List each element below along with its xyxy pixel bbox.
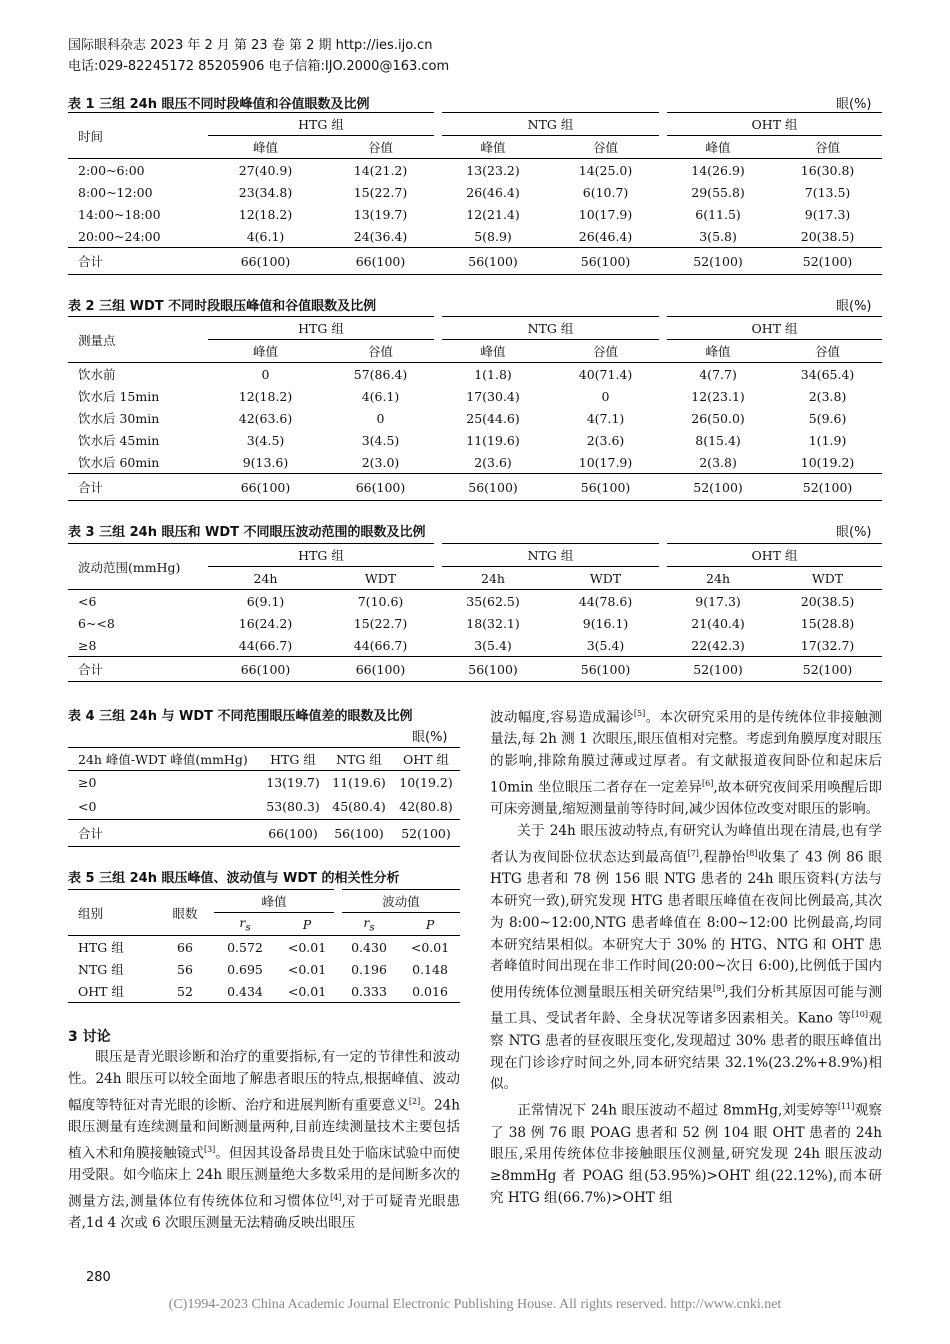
table-cell: 25(44.6) [466,410,520,426]
table-cell: OHT 组 [78,984,124,999]
paragraph [490,1096,882,1210]
table-cell: 9(16.1) [582,615,629,631]
table-cell: 66(100) [355,253,406,269]
table-cell: 0 [261,366,270,382]
table-cell: 10(17.9) [578,454,633,470]
table-cell: 4(6.1) [361,388,400,404]
table-cell: 2:00~6:00 [78,162,145,178]
table-cell: 9(17.3) [695,593,741,609]
table-cell: 6(10.7) [582,184,629,200]
citation[interactable]: [10] [851,1010,869,1020]
citation[interactable]: [11] [837,1102,855,1112]
table-row [68,793,460,820]
table1-col0-header: 时间 [68,113,208,159]
table-cell: 13(19.7) [266,774,320,790]
table-cell: 52(100) [401,825,451,841]
table-row [68,590,882,613]
table5-group-header: 峰值 [214,890,338,913]
citation[interactable]: [2] [408,1096,421,1106]
table4 [68,747,460,847]
table3-group-header: OHT 组 [663,544,882,567]
table-cell: 20(38.5) [800,228,855,244]
table1-group-header: OHT 组 [663,113,882,136]
table-cell: 14(21.2) [353,162,408,178]
table-cell: 合计 [78,826,104,841]
table-cell: 13(19.7) [353,206,408,222]
table-row [68,771,460,794]
table-row [68,181,882,203]
r-subscript: s [245,921,251,934]
table4-header: HTG 组 [270,752,316,767]
table-cell: 57(86.4) [353,366,408,382]
table-cell: 14(26.9) [691,162,745,178]
table1-group-header: HTG 组 [208,113,438,136]
table-cell: 合计 [78,254,104,269]
table-cell: 5(8.9) [474,228,512,244]
table-cell: 52(100) [802,479,853,495]
table-row [68,363,882,386]
table2-group-header: HTG 组 [208,317,438,340]
citation[interactable]: [4] [330,1192,342,1202]
table-cell: 26(46.4) [466,184,520,200]
table-cell: 3(4.5) [246,432,285,448]
table-cell: 8(15.4) [695,432,741,448]
table-cell: 0.148 [412,961,448,977]
text-run: ,故本研究夜间采用唤醒后即可床旁测量,缩短测量前等待时间,减少因体位改变对眼压的影响。 [490,779,882,818]
table2-group-header: OHT 组 [663,317,882,340]
table-cell: 15(22.7) [353,615,408,631]
table-cell: 26(46.4) [578,228,633,244]
table-cell: 3(5.4) [586,637,625,653]
table-cell: 52(100) [802,661,853,677]
table-cell: 13(23.2) [466,162,520,178]
copyright-footer: (C)1994-2023 China Academic Journal Electronic Publishing House. All rights reserved. http://www.cnki.net [168,1297,782,1312]
table3 [68,543,882,682]
table-cell: 11(19.6) [466,432,520,448]
table-cell: 1(1.8) [474,366,512,382]
table1-subheader: 谷值 [368,140,394,155]
table-cell: 66(100) [240,661,291,677]
table5-caption: 表 5 三组 24h 眼压峰值、波动值与 WDT 的相关性分析 [68,871,400,886]
table-cell: 27(40.9) [238,162,293,178]
table-row [68,159,882,182]
citation[interactable]: [8] [746,848,758,858]
table-cell: 1(1.9) [808,432,847,448]
text-run: ,对于可疑青光眼患者,1d 4 次或 6 次眼压测量无法精确反映出眼压 [68,1193,460,1232]
table-cell: 52(100) [693,253,743,269]
journal-header-line2: 电话:029-82245172 85205906 电子信箱:IJO.2000@163.com [68,59,450,74]
table1-subheader: 谷值 [593,140,619,155]
table-cell: 16(24.2) [238,615,293,631]
text-run: 关于 24h 眼压波动特点,有研究认为峰值出现在清晨,也有学者认为夜间卧位状态达到最高值 [490,823,882,866]
table-cell: 6~<8 [78,615,115,631]
table1 [68,112,882,275]
table-row [68,203,882,225]
table-cell: 饮水后 60min [78,455,160,470]
table3-subheader: 24h [481,570,505,586]
table-cell: 42(63.6) [238,410,293,426]
table3-subheader: WDT [811,570,844,586]
table-cell: <0.01 [287,983,327,999]
table-row [68,612,882,634]
table2-subheader: 谷值 [368,344,394,359]
table-cell: 0 [601,388,610,404]
citation[interactable]: [7] [687,848,699,858]
table2-subheader: 谷值 [815,344,841,359]
table3-subheader: WDT [364,570,397,586]
table-cell: 56(100) [580,479,631,495]
table-cell: 9(13.6) [242,454,289,470]
table2-subheader: 峰值 [252,344,278,359]
text-run: 。但因其设备昂贵且处于临床试验中而使用受限。如今临床上 24h 眼压测量绝大多数采用的是间断多次的测量方法,测量体位有传统体位和习惯体位 [68,1145,461,1210]
table3-subheader: WDT [589,570,622,586]
table-cell: <0.01 [410,939,450,955]
table-cell: 6(9.1) [246,593,285,609]
table3-subheader: 24h [253,570,278,586]
table-cell: 0.434 [227,983,263,999]
table-cell: 合计 [78,480,104,495]
table-cell: 44(78.6) [578,593,633,609]
table2-col0-header: 测量点 [68,317,208,363]
text-run: 眼压是青光眼诊断和治疗的重要指标,有一定的节律性和波动性。24h 眼压可以较全面地了解患者眼压的特点,根据峰值、波动幅度等特征对青光眼的诊断、治疗和进展判断有重要意义 [68,1049,460,1114]
table-cell: 17(30.4) [466,388,520,404]
table2-subheader: 峰值 [480,344,506,359]
table5-subheader: P [302,916,312,932]
table5-subheader [338,913,400,936]
table-cell: 56 [177,961,193,977]
table-cell: 56(100) [580,661,631,677]
text-run: 波动幅度,容易造成漏诊 [490,709,634,726]
table3-group-header: HTG 组 [208,544,438,567]
table-cell: 12(18.2) [238,206,293,222]
table-cell: 12(23.1) [691,388,745,404]
left-column-text [68,1047,460,1235]
table-cell: 0.430 [351,939,387,955]
table-cell: 14:00~18:00 [78,206,161,222]
table-cell: 饮水前 [78,367,116,382]
table-cell: 34(65.4) [800,366,855,382]
table-cell: HTG 组 [78,940,124,955]
table1-subheader: 峰值 [705,140,731,155]
table-cell: 40(71.4) [578,366,633,382]
table-cell: 15(22.7) [353,184,408,200]
table-cell: 3(5.4) [474,637,512,653]
table-cell: 20:00~24:00 [78,228,161,244]
text-run: ,我们分析其原因可能与测量工具、受试者年龄、全身状况等诸多因素相关。Kano 等 [490,984,882,1028]
table-cell: 45(80.4) [332,798,386,814]
table-cell: 8:00~12:00 [78,184,153,200]
table1-subheader: 峰值 [252,140,278,155]
paragraph [68,1047,460,1235]
table-cell: 42(80.8) [399,798,453,814]
table-cell: 饮水后 15min [78,389,160,404]
table-cell: 66(100) [355,479,406,495]
table-cell: 23(34.8) [238,184,293,200]
table-cell: 66(100) [268,825,318,841]
table-row [68,936,460,959]
table5-col1-header: 眼数 [156,890,214,936]
table-cell: 29(55.8) [691,184,745,200]
table-cell: 6(11.5) [695,206,741,222]
table-cell: 21(40.4) [691,615,745,631]
table-cell: 3(5.8) [699,228,737,244]
table-cell: 66 [177,939,193,955]
table-cell: ≥0 [78,774,97,790]
table-total-row [68,248,882,275]
table-cell: <0 [78,798,97,814]
table-cell: 16(30.8) [800,162,855,178]
journal-header-line1: 国际眼科杂志 2023 年 2 月 第 23 卷 第 2 期 http://ies.ijo.cn [68,38,433,53]
table3-col0-header: 波动范围(mmHg) [68,544,208,590]
table-cell: 52(100) [802,253,853,269]
table-row [68,980,460,1003]
table2 [68,316,882,501]
text-run: 。本次研究采用的是传统体位非接触测量法,每 2h 测 1 次眼压,眼压值相对完整。考虑到角膜厚度对眼压的影响,排除角膜过薄或过厚者。有文献报道夜间卧位和起床后 10min 坐位眼压二者存在一定差异 [490,709,883,796]
table3-caption: 表 3 三组 24h 眼压和 WDT 不同眼压波动范围的眼数及比例 [68,525,426,540]
table-cell: 52(100) [693,661,743,677]
table1-subheader: 峰值 [480,140,506,155]
table4-col0-header: 24h 峰值-WDT 峰值(mmHg) [78,752,248,767]
table-cell: 22(42.3) [691,637,745,653]
table-total-row [68,820,460,847]
table-cell: NTG 组 [78,962,124,977]
table-cell: 0.016 [412,983,448,999]
table3-group-header: NTG 组 [438,544,663,567]
table-cell: ≥8 [78,637,97,653]
r-subscript: s [369,921,375,934]
table5-group-header: 波动值 [338,890,460,913]
table-cell: 44(66.7) [353,637,408,653]
text-run: ,程静怡 [698,849,747,866]
table-cell: 10(19.2) [800,454,855,470]
table-cell: 17(32.7) [800,637,855,653]
table-cell: 53(80.3) [266,798,320,814]
table4-unit: 眼(%) [412,730,448,745]
table-cell: <6 [78,593,97,609]
table4-header: NTG 组 [336,752,382,767]
table-cell: 35(62.5) [466,593,520,609]
table-cell: 2(3.6) [474,454,512,470]
table-cell: 11(19.6) [332,774,386,790]
page-number: 280 [86,1270,111,1285]
table-cell: 合计 [78,662,104,677]
table-total-row [68,474,882,501]
table-cell: 4(7.7) [699,366,737,382]
table-cell: 56(100) [468,661,518,677]
text-run: 收集了 43 例 86 眼 HTG 患者和 78 例 156 眼 NTG 患者的 24h 眼压资料(方法与本研究一致),研究发现 HTG 患者眼压峰值在夜间比例最高,其次为 8:00~12:00,NTG 患者峰值在 8:00~12:00 比例最高,均同本研究结果相似。本研究大于 30% 的 HTG、NTG 和 OHT 患者峰值时间出现在非工作时间(20:00~次日 6:00),比例低于国内使用传统体位测量眼压相关研究结果 [490,849,882,1001]
table-cell: 4(7.1) [586,410,625,426]
table-cell: 56(100) [468,479,518,495]
table1-group-header: NTG 组 [438,113,663,136]
table-cell: 56(100) [468,253,518,269]
table5 [68,889,460,1003]
table-total-row [68,657,882,682]
table-cell: 66(100) [240,253,291,269]
table-cell: 2(3.8) [808,388,847,404]
text-run: 观察 NTG 患者的昼夜眼压变化,发现超过 30% 患者的眼压峰值出现在门诊诊疗时间之外,同本研究结果 32.1%(23.2%+8.9%)相似。 [490,1011,883,1093]
table2-group-header: NTG 组 [438,317,663,340]
table-cell: 10(17.9) [578,206,633,222]
table3-subheader: 24h [706,570,731,586]
table2-subheader: 谷值 [593,344,619,359]
table1-unit: 眼(%) [836,97,872,112]
table-cell: 饮水后 45min [78,433,160,448]
table1-caption: 表 1 三组 24h 眼压不同时段峰值和谷值眼数及比例 [68,97,370,112]
section-title: 3 讨论 [68,1029,111,1045]
table-cell: 2(3.0) [361,454,400,470]
table2-caption: 表 2 三组 WDT 不同时段眼压峰值和谷值眼数及比例 [68,299,377,314]
table5-subheader: P [425,916,435,932]
table-row [68,385,882,407]
table-cell: 66(100) [355,661,406,677]
table-cell: 0.333 [351,983,387,999]
table-cell: 18(32.1) [466,615,520,631]
table-cell: 66(100) [240,479,291,495]
table-row [68,407,882,429]
table3-unit: 眼(%) [836,525,872,540]
table1-subheader: 谷值 [815,140,841,155]
table-cell: 2(3.8) [699,454,737,470]
table-cell: 3(4.5) [361,432,400,448]
table-row [68,958,460,980]
table-cell: 12(18.2) [238,388,293,404]
citation[interactable]: [9] [713,984,725,994]
table-cell: 56(100) [580,253,631,269]
text-run: 。24h 眼压测量有连续测量和间断测量两种,目前连续测量技术主要包括植入术和角膜接触镜式 [68,1097,460,1162]
table-cell: 0.196 [351,961,387,977]
table2-unit: 眼(%) [836,299,872,314]
table5-col0-header: 组别 [68,890,156,936]
table4-caption: 表 4 三组 24h 与 WDT 不同范围眼压峰值差的眼数及比例 [68,709,413,724]
table-cell: 56(100) [334,825,384,841]
table2-subheader: 峰值 [705,344,731,359]
table-cell: 20(38.5) [800,593,855,609]
table-cell: 5(9.6) [808,410,847,426]
table-cell: 12(21.4) [466,206,520,222]
table-cell: 15(28.8) [800,615,855,631]
table-cell: 饮水后 30min [78,411,160,426]
table-cell: <0.01 [287,961,327,977]
table-cell: 4(6.1) [246,228,285,244]
text-run: 观察了 38 例 76 眼 POAG 患者和 52 例 104 眼 OHT 患者的 24h 眼压,采用传统体位非接触眼压仪测量,研究发现 24h 眼压波动≥8mmHg 者 POAG 组(53.95%)>OHT 组(22.12%),而本研究 HTG 组(66.7%)>OHT 组 [490,1102,883,1206]
table-cell: 44(66.7) [238,637,293,653]
right-column-text [490,703,882,1210]
table-cell: 0.572 [227,939,263,955]
paragraph [490,821,882,1096]
table-cell: <0.01 [287,939,327,955]
r-symbol: r [239,914,246,930]
table-row [68,634,882,657]
table-cell: 0.695 [227,961,263,977]
text-run: 正常情况下 24h 眼压波动不超过 8mmHg,刘雯婷等 [517,1102,838,1119]
citation[interactable]: [6] [702,778,714,788]
table-cell: 2(3.6) [586,432,625,448]
table-cell: 24(36.4) [353,228,408,244]
table-cell: 52 [177,983,193,999]
r-symbol: r [363,914,370,930]
table-cell: 7(10.6) [357,593,404,609]
citation[interactable]: [5] [633,709,646,718]
table-cell: 10(19.2) [399,774,453,790]
table-cell: 0 [376,410,385,426]
table-cell: 9(17.3) [804,206,851,222]
table-cell: 26(50.0) [691,410,745,426]
table4-header: OHT 组 [403,752,449,767]
table-cell: 7(13.5) [804,184,851,200]
citation[interactable]: [3] [203,1144,216,1154]
paragraph [490,703,882,821]
table-cell: 14(25.0) [578,162,633,178]
table-cell: 52(100) [693,479,743,495]
table-row [68,451,882,474]
table-row [68,429,882,451]
table5-subheader [214,913,276,936]
table-row [68,225,882,248]
